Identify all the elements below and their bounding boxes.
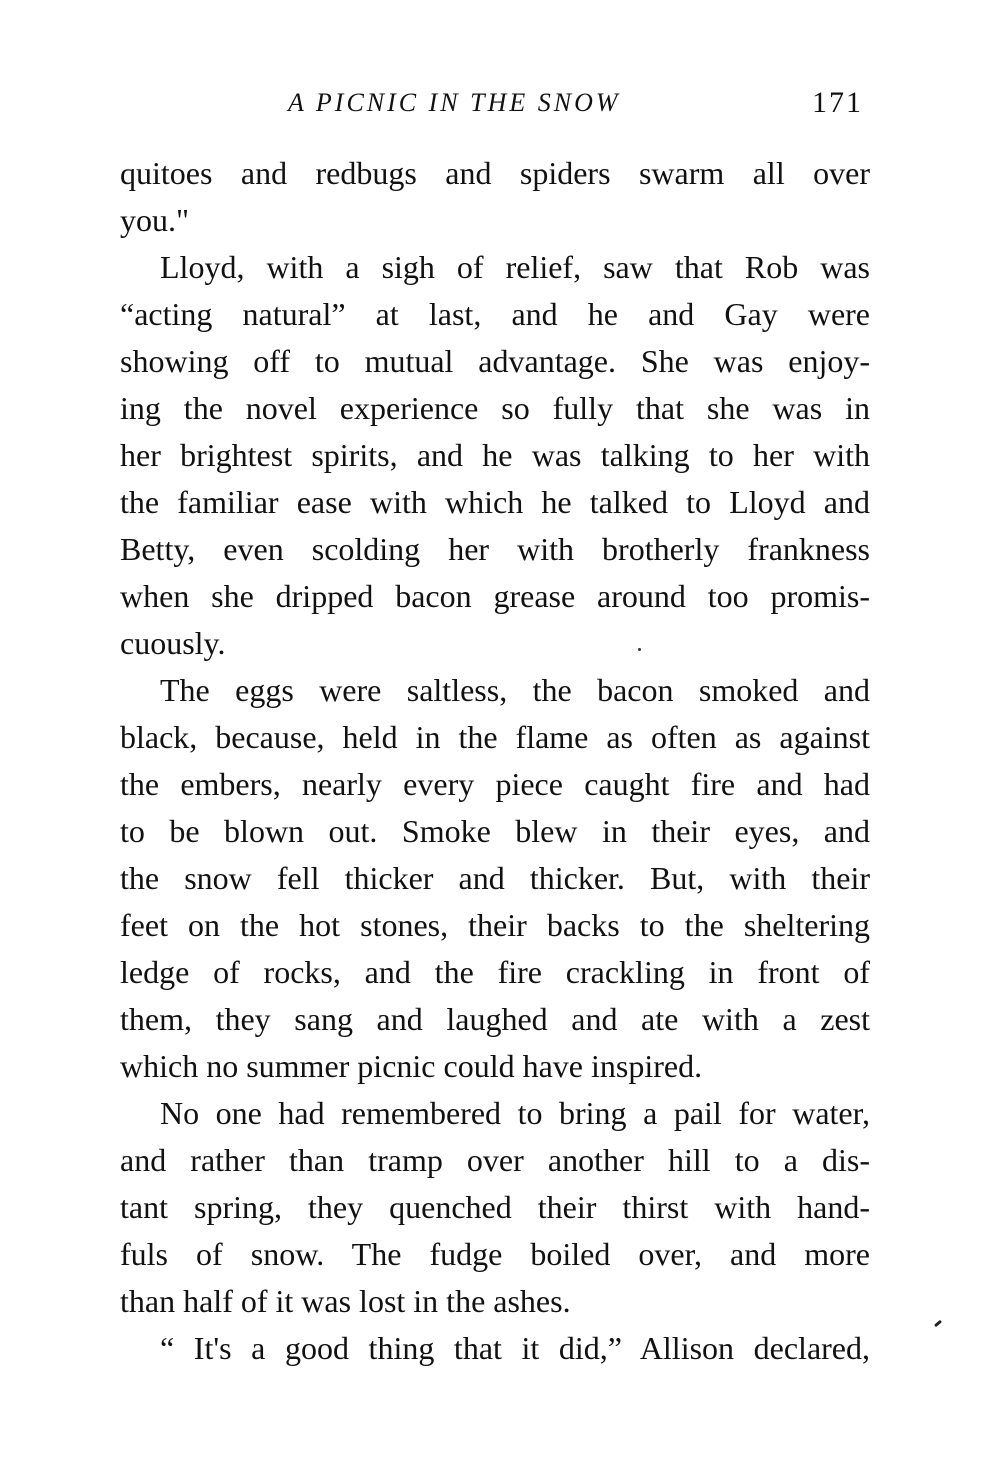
text-line: fuls of snow. The fudge boiled over, and more [120,1236,870,1272]
running-header [0,82,992,128]
text-line: the familiar ease with which he talked to Lloyd and [120,484,870,520]
text-line: them, they sang and laughed and ate with a zest [120,1001,870,1037]
text-line: her brightest spirits, and he was talking to her with [120,437,870,473]
text-line: the embers, nearly every piece caught fire and had [120,766,870,802]
body-text [120,150,870,1372]
paragraph [120,1325,870,1372]
text-line: black, because, held in the flame as often as against [120,719,870,755]
paragraph [120,150,870,244]
paragraph [120,1090,870,1325]
text-line: ledge of rocks, and the fire crackling in front of [120,954,870,990]
text-line: the snow fell thicker and thicker. But, with their [120,860,870,896]
text-line: ing the novel experience so fully that she was in [120,390,870,426]
text-line: cuously. [120,625,226,661]
paragraph [120,244,870,667]
page-number: 171 [812,86,863,119]
scan-speck [638,648,641,651]
text-line: when she dripped bacon grease around too promis- [120,578,870,614]
text-line: to be blown out. Smoke blew in their eyes, and [120,813,870,849]
paragraph [120,667,870,1090]
text-line: tant spring, they quenched their thirst with hand- [120,1189,870,1225]
text-line: Lloyd, with a sigh of relief, saw that Rob was [160,249,870,285]
text-line: feet on the hot stones, their backs to the sheltering [120,907,870,943]
text-line: which no summer picnic could have inspired. [120,1048,703,1084]
text-line: No one had remembered to bring a pail for water, [160,1095,870,1131]
text-line: you." [120,202,190,238]
text-line: “acting natural” at last, and he and Gay were [120,296,870,332]
text-line: “ It's a good thing that it did,” Allison declared, [160,1330,870,1366]
scan-speck [934,1320,942,1327]
text-line: showing off to mutual advantage. She was enjoy- [120,343,870,379]
text-line: The eggs were saltless, the bacon smoked and [160,672,870,708]
text-line: than half of it was lost in the ashes. [120,1283,571,1319]
text-line: quitoes and redbugs and spiders swarm all over [120,155,870,191]
running-title: A PICNIC IN THE SNOW [288,88,621,117]
text-line: and rather than tramp over another hill to a dis- [120,1142,870,1178]
text-line: Betty, even scolding her with brotherly frankness [120,531,870,567]
